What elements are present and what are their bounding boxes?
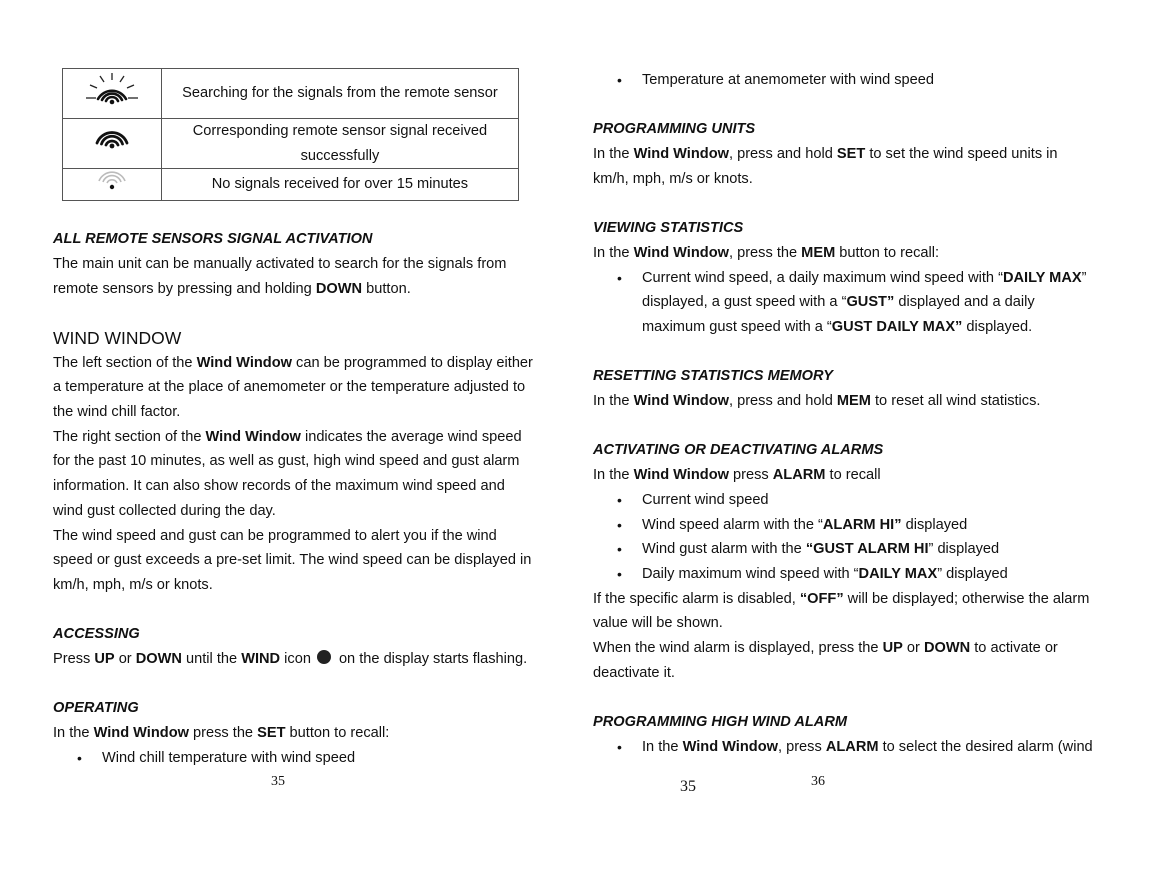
wind-window-paragraph-1: The left section of the Wind Window can be programmed to display either a temperature at the place of anemometer or the temperature adjusted to the wind chill factor. — [53, 354, 533, 421]
alarms-heading: ACTIVATING OR DEACTIVATING ALARMS — [593, 442, 884, 459]
list-item: • Current wind speed, a daily maximum wind speed with “DAILY MAX” displayed, a gust speed with a “GUST” displayed and a daily maximum gust speed with a “GUST DAILY MAX” displayed. — [593, 266, 1093, 340]
signal-received-icon — [63, 119, 162, 169]
table-cell: No signals received for over 15 minutes — [161, 169, 518, 201]
programming-units-text: In the Wind Window, press and hold SET to set the wind speed units in km/h, mph, m/s or knots. — [593, 146, 1058, 187]
list-item: • Wind chill temperature with wind speed — [53, 746, 533, 771]
high-wind-alarm-heading: PROGRAMMING HIGH WIND ALARM — [593, 714, 848, 731]
wind-window-heading: WIND WINDOW — [53, 327, 182, 348]
list-item: • Temperature at anemometer with wind speed — [593, 68, 1093, 93]
page-number-right-b: 36 — [811, 774, 825, 789]
statistics-list — [593, 266, 1093, 340]
right-page — [593, 68, 1093, 760]
list-item: • Wind gust alarm with the “GUST ALARM HI” displayed — [593, 537, 1093, 562]
remote-sensor-heading: ALL REMOTE SENSORS SIGNAL ACTIVATION — [53, 231, 373, 248]
resetting-statistics-heading: RESETTING STATISTICS MEMORY — [593, 368, 833, 385]
alarm-activate-text: When the wind alarm is displayed, press the UP or DOWN to activate or deactivate it. — [593, 640, 1058, 681]
top-list — [593, 68, 1093, 93]
table-cell: Searching for the signals from the remote sensor — [161, 69, 518, 119]
page-number-left: 35 — [271, 774, 285, 789]
remote-sensor-text: The main unit can be manually activated to search for the signals from remote sensors by pressing and holding DOWN button. — [53, 255, 507, 297]
resetting-statistics-text: In the Wind Window, press and hold MEM to reset all wind statistics. — [593, 393, 1041, 410]
left-page — [53, 68, 533, 771]
page-number-right-a: 35 — [680, 778, 696, 795]
wind-window-paragraph-3: The wind speed and gust can be programmed to alert you if the wind speed or gust exceeds a pre-set limit. The wind speed can be displayed in km/h, mph, m/s or knots. — [53, 527, 532, 593]
signal-status-table — [62, 68, 519, 201]
wind-window-paragraph-2: The right section of the Wind Window indicates the average wind speed for the past 10 minutes, as well as gust, high wind speed and gust alarm information. It can also show records of the maximum wind speed and wind gust collected during the day. — [53, 428, 522, 519]
signal-searching-icon — [63, 69, 162, 119]
operating-text: In the Wind Window press the SET button to recall: — [53, 725, 390, 742]
programming-units-heading: PROGRAMMING UNITS — [593, 121, 756, 138]
table-row — [63, 169, 519, 201]
operating-list — [53, 746, 533, 771]
table-row — [63, 119, 519, 169]
viewing-statistics-text: In the Wind Window, press the MEM button to recall: — [593, 244, 940, 261]
list-item: • Daily maximum wind speed with “DAILY MAX” displayed — [593, 562, 1093, 587]
wind-icon — [317, 650, 331, 664]
signal-lost-icon — [63, 169, 162, 201]
alarms-list — [593, 488, 1093, 587]
alarm-disabled-text: If the specific alarm is disabled, “OFF” will be displayed; otherwise the alarm value will be shown. — [593, 590, 1090, 632]
table-row — [63, 69, 519, 119]
list-item: • Current wind speed — [593, 488, 1093, 513]
accessing-heading: ACCESSING — [53, 626, 140, 643]
viewing-statistics-heading: VIEWING STATISTICS — [593, 220, 744, 237]
list-item: • In the Wind Window, press ALARM to select the desired alarm (wind — [593, 735, 1093, 760]
list-item: • Wind speed alarm with the “ALARM HI” displayed — [593, 513, 1093, 538]
alarms-text: In the Wind Window press ALARM to recall — [593, 467, 881, 484]
high-wind-list — [593, 735, 1093, 760]
operating-heading: OPERATING — [53, 700, 139, 717]
accessing-text: Press UP or DOWN until the WIND icon on the display starts flashing. — [53, 651, 528, 668]
table-cell: Corresponding remote sensor signal received successfully — [161, 119, 518, 169]
